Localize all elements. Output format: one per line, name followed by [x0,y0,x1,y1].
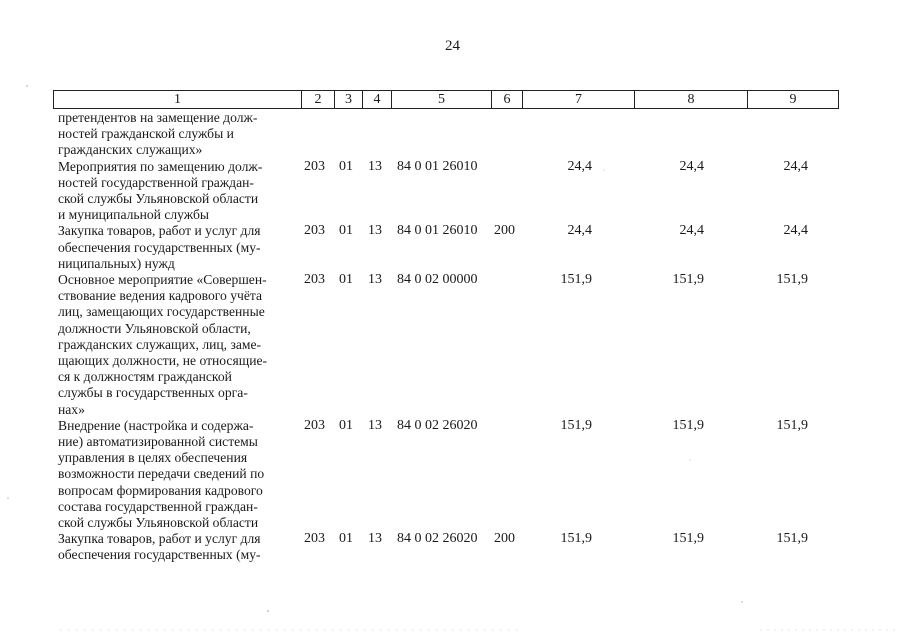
row-target-code: 84 0 01 26010 [397,158,478,174]
row-grbs: 203 [304,272,325,288]
table-row [0,272,905,418]
header-col-6: 6 [491,91,522,108]
row-section: 01 [339,158,353,174]
table-row [0,418,905,531]
row-description: Внедрение (настройка и содержа- ние) автоматизированной системы управления в целях обеспечения возможности передачи сведений по вопросам формирования кадрового состава государственной граждан- ской службы Ульяновской области [58,417,265,531]
row-description: претендентов на замещение долж- ностей гражданской службы и гражданских служащих» [58,110,258,158]
row-value-col8: 24,4 [679,223,704,239]
row-value-col8: 151,9 [672,272,704,288]
header-col-3: 3 [334,91,362,108]
row-subsection: 13 [368,223,382,239]
row-target-code: 84 0 02 26020 [397,531,478,547]
row-expense-type: 200 [494,531,515,547]
row-grbs: 203 [304,223,325,239]
header-col-4: 4 [362,91,391,108]
row-description: Мероприятия по замещению долж- ностей государственной граждан- ской службы Ульяновской области и муниципальной службы [58,158,263,223]
row-value-col9: 24,4 [783,223,808,239]
row-value-col8: 24,4 [679,158,704,174]
row-grbs: 203 [304,417,325,433]
header-col-7: 7 [522,91,634,108]
row-description: Основное мероприятие «Совершен- ствование ведения кадрового учёта лиц, замещающих государственные должности Ульяновской области, гражданских служащих, лиц, заме- щающих должности, не относящие- ся к должностям гражданской службы в государственных орга- нах» [58,272,268,417]
row-description: Закупка товаров, работ и услуг для обеспечения государственных (му- ниципальных) нужд [58,223,261,271]
table-row [0,531,905,563]
row-subsection: 13 [368,158,382,174]
row-section: 01 [339,531,353,547]
row-expense-type: 200 [494,223,515,239]
row-value-col8: 151,9 [672,417,704,433]
table-header [53,90,839,109]
row-subsection: 13 [368,272,382,288]
row-value-col7: 24,4 [567,223,592,239]
row-value-col9: 151,9 [776,531,808,547]
header-col-1: 1 [174,92,181,107]
row-value-col7: 151,9 [560,417,592,433]
row-target-code: 84 0 01 26010 [397,223,478,239]
row-grbs: 203 [304,531,325,547]
header-col-9: 9 [747,91,838,108]
table-row [0,110,905,159]
row-value-col9: 151,9 [776,417,808,433]
page-number: 24 [445,38,460,54]
row-value-col7: 151,9 [560,272,592,288]
row-target-code: 84 0 02 00000 [397,272,478,288]
row-section: 01 [339,417,353,433]
row-target-code: 84 0 02 26020 [397,417,478,433]
row-description: Закупка товаров, работ и услуг для обеспечения государственных (му- [58,531,261,563]
row-section: 01 [339,272,353,288]
row-grbs: 203 [304,158,325,174]
table-row [0,159,905,224]
row-value-col7: 24,4 [567,158,592,174]
row-section: 01 [339,223,353,239]
row-subsection: 13 [368,417,382,433]
row-value-col9: 24,4 [783,158,808,174]
row-value-col8: 151,9 [672,531,704,547]
table-row [0,223,905,272]
row-value-col9: 151,9 [776,272,808,288]
row-subsection: 13 [368,531,382,547]
row-value-col7: 151,9 [560,531,592,547]
header-col-2: 2 [301,91,334,108]
header-col-5: 5 [391,91,491,108]
header-col-8: 8 [634,91,747,108]
table-body [0,110,905,564]
